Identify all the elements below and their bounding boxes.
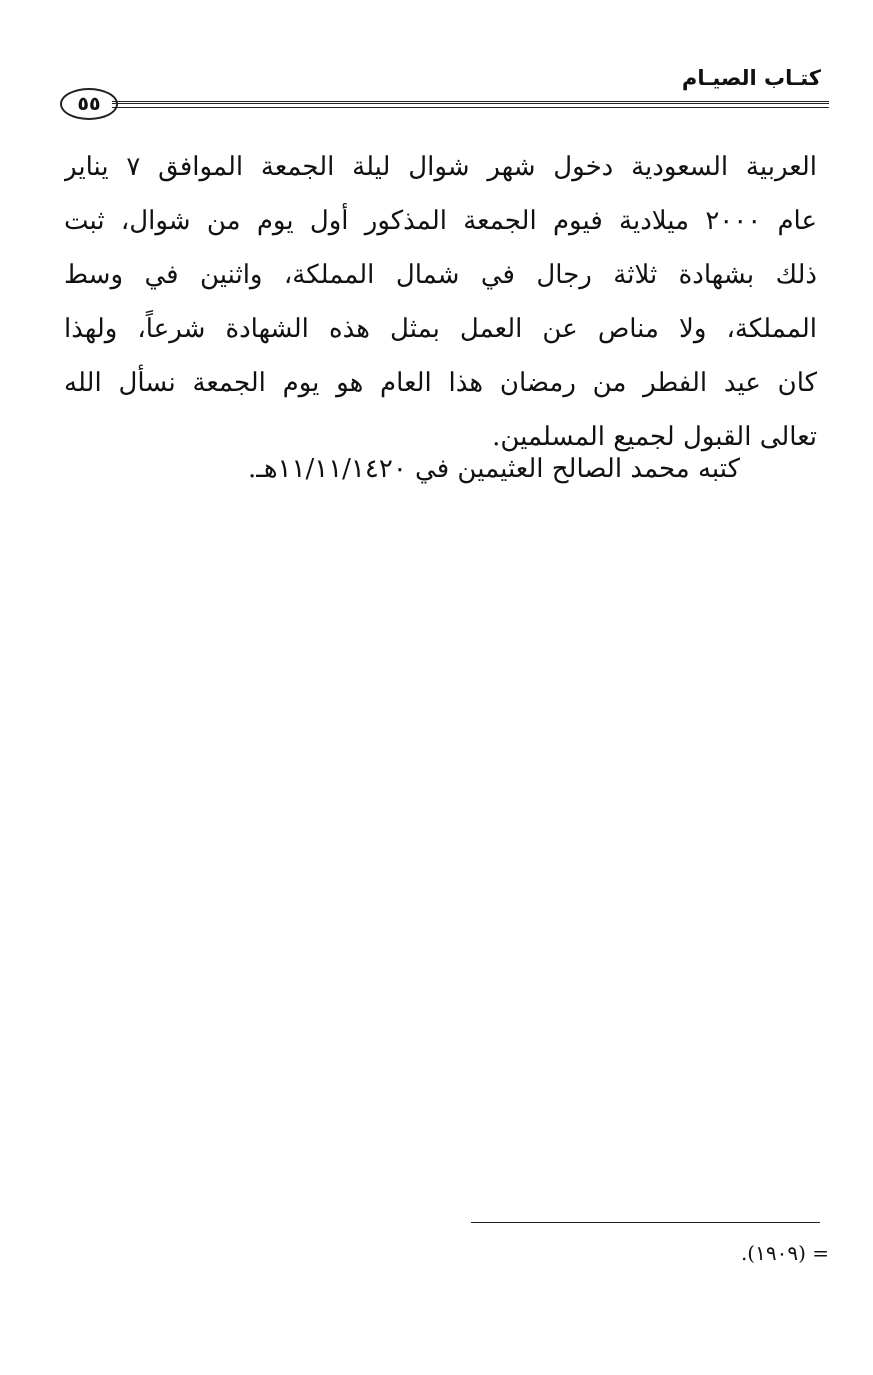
footnote-rule	[471, 1222, 820, 1223]
footnote-text: = (١٩٠٩).	[740, 1241, 829, 1265]
running-title: كتـاب الصيـام	[681, 66, 821, 90]
signature-line: كتبه محمد الصالح العثيمين في ١١/١١/١٤٢٠هـ.	[247, 454, 740, 484]
body-line-5: كان عيد الفطر من رمضان هذا العام هو يوم الجمعة نسأل الله	[64, 368, 817, 398]
body-line-6: تعالى القبول لجميع المسلمين.	[492, 422, 817, 452]
header-rule	[112, 101, 829, 108]
body-line-1: العربية السعودية دخول شهر شوال ليلة الجمعة الموافق ٧ يناير	[64, 152, 817, 182]
body-line-4: المملكة، ولا مناص عن العمل بمثل هذه الشهادة شرعاً، ولهذا	[64, 314, 817, 344]
body-text	[64, 140, 817, 464]
header-rule-inner-line	[112, 103, 829, 104]
page-number: ٥٥	[60, 88, 118, 120]
body-line-3: ذلك بشهادة ثلاثة رجال في شمال المملكة، واثنين في وسط	[64, 260, 817, 290]
body-line-2: عام ٢٠٠٠ ميلادية فيوم الجمعة المذكور أول يوم من شوال، ثبت	[64, 206, 817, 236]
